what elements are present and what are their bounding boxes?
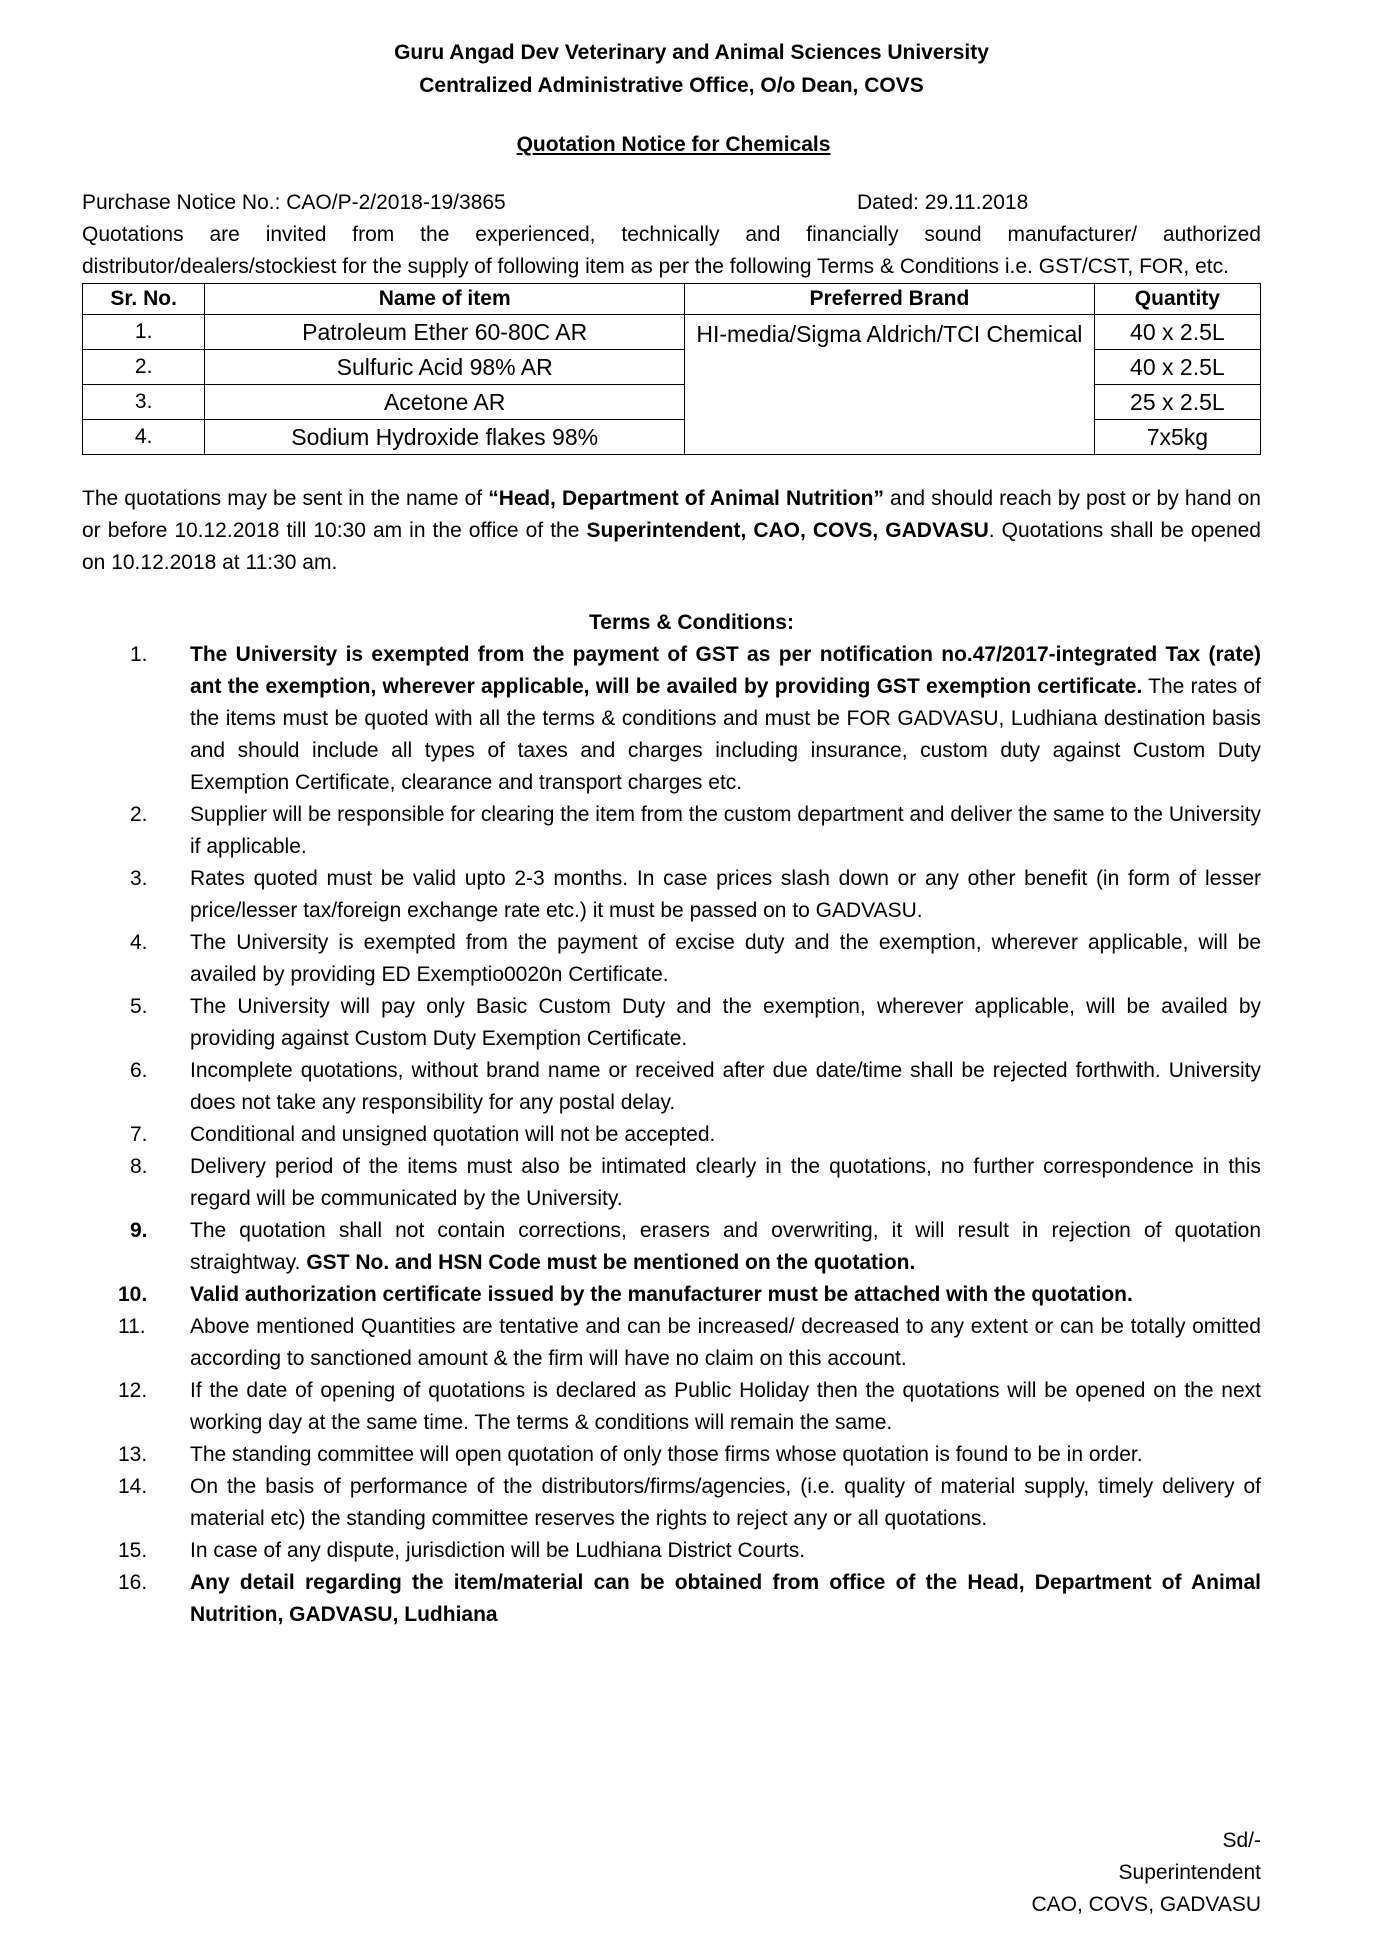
sr-no-cell: 2. — [83, 350, 205, 385]
university-name: Guru Angad Dev Veterinary and Animal Sciences University — [394, 41, 989, 64]
term-item — [82, 991, 1261, 1055]
office-bold: Superintendent, CAO, COVS, GADVASU — [586, 519, 989, 542]
term-number: 6. — [130, 1059, 148, 1082]
column-header: Preferred Brand — [685, 284, 1095, 315]
preferred-brand-cell: HI-media/Sigma Aldrich/TCI Chemical — [685, 315, 1095, 455]
submission-text: The quotations may be sent in the name of — [82, 487, 489, 510]
item-name-cell: Acetone AR — [205, 385, 685, 420]
term-text: The University is exempted from the payment of excise duty and the exemption, wherever applicable, will be availed by providing ED Exemptio0020n Certificate. — [190, 931, 1261, 986]
term-bold-text: GST No. and HSN Code must be mentioned on the quotation. — [306, 1251, 916, 1274]
term-number: 16. — [118, 1571, 148, 1594]
term-number: 5. — [130, 995, 148, 1018]
term-item — [82, 639, 1261, 799]
term-bold-text: The University is exempted from the payment of GST as per notification no.47/2017-integrated Tax (rate) ant the exemption, wherever applicable, will be availed by providing GST exemption certificate. — [190, 643, 1261, 698]
quantity-cell: 7x5kg — [1094, 420, 1260, 455]
term-number: 3. — [130, 867, 148, 890]
term-number: 11. — [118, 1315, 146, 1338]
term-number: 4. — [130, 931, 148, 954]
term-number: 10. — [118, 1283, 148, 1306]
signatory-designation: Superintendent — [1118, 1861, 1261, 1884]
term-text: Supplier will be responsible for clearing the item from the custom department and deliver the same to the University if applicable. — [190, 803, 1261, 858]
term-text: On the basis of performance of the distributors/firms/agencies, (i.e. quality of material supply, timely delivery of material etc) the standing committee reserves the rights to reject any or all quotations. — [190, 1475, 1261, 1530]
term-item — [82, 863, 1261, 927]
term-number: 7. — [130, 1123, 148, 1146]
office-name: Centralized Administrative Office, O/o Dean, COVS — [419, 74, 924, 97]
term-plain-text: The rates of the items must be quoted with all the terms & conditions and must be FOR GADVASU, Ludhiana destination basis and should include all types of taxes and charges including insurance, custom duty against Custom Duty Exemption Certificate, clearance and transport charges etc. — [190, 675, 1261, 794]
term-text: Conditional and unsigned quotation will not be accepted. — [190, 1123, 716, 1146]
term-number: 13. — [118, 1443, 148, 1466]
term-item — [82, 1119, 1261, 1151]
submission-paragraph — [82, 483, 1261, 579]
term-text: Delivery period of the items must also be intimated clearly in the quotations, no further correspondence in this regard will be communicated by the University. — [190, 1155, 1261, 1210]
term-number: 12. — [118, 1379, 148, 1402]
submission-text: . Quotations shall be opened on 10.12.2018 at 11:30 am. — [82, 519, 1261, 574]
intro-paragraph: Quotations are invited from the experienced, technically and financially sound manufacturer/ authorized distributor/dealers/stockiest for the supply of following item as per the following Terms & Conditions i.e. GST/CST, FOR, etc. — [82, 223, 1261, 278]
table-header-row — [83, 284, 1261, 315]
term-item — [82, 1567, 1261, 1631]
term-text: Rates quoted must be valid upto 2-3 months. In case prices slash down or any other benefit (in form of lesser price/lesser tax/foreign exchange rate etc.) it must be passed on to GADVASU. — [190, 867, 1261, 922]
term-number: 2. — [130, 803, 148, 826]
column-header: Sr. No. — [83, 284, 205, 315]
term-text: Above mentioned Quantities are tentative and can be increased/ decreased to any extent or can be totally omitted according to sanctioned amount & the firm will have no claim on this account. — [190, 1315, 1261, 1370]
term-number: 15. — [118, 1539, 148, 1562]
terms-title: Terms & Conditions: — [589, 611, 794, 634]
sr-no-cell: 1. — [83, 315, 205, 350]
term-text: The University will pay only Basic Custom Duty and the exemption, wherever applicable, will be availed by providing against Custom Duty Exemption Certificate. — [190, 995, 1261, 1050]
column-header: Name of item — [205, 284, 685, 315]
term-item — [82, 1279, 1261, 1311]
term-item — [82, 1375, 1261, 1439]
addressee-bold: “Head, Department of Animal Nutrition” — [488, 487, 884, 510]
notice-title: Quotation Notice for Chemicals — [516, 133, 831, 156]
notice-date: Dated: 29.11.2018 — [857, 191, 1029, 214]
quantity-cell: 40 x 2.5L — [1094, 350, 1260, 385]
term-number: 8. — [130, 1155, 148, 1178]
signature-sd: Sd/- — [1222, 1829, 1261, 1852]
term-item — [82, 927, 1261, 991]
signatory-office: CAO, COVS, GADVASU — [1031, 1893, 1261, 1916]
term-text: Incomplete quotations, without brand name or received after due date/time shall be rejected forthwith. University does not take any responsibility for any postal delay. — [190, 1059, 1261, 1114]
term-item — [82, 1535, 1261, 1567]
term-item — [82, 1215, 1261, 1279]
sr-no-cell: 3. — [83, 385, 205, 420]
term-item — [82, 1439, 1261, 1471]
term-item — [82, 1311, 1261, 1375]
term-item — [82, 1151, 1261, 1215]
term-text: Any detail regarding the item/material can be obtained from office of the Head, Department of Animal Nutrition, GADVASU, Ludhiana — [190, 1571, 1261, 1626]
term-number: 1. — [130, 643, 148, 666]
term-number: 9. — [130, 1219, 148, 1242]
column-header: Quantity — [1094, 284, 1260, 315]
submission-text: and should reach by post or by hand on or before 10.12.2018 till 10:30 am in the office of the — [82, 487, 1261, 542]
term-item — [82, 1471, 1261, 1535]
item-name-cell: Patroleum Ether 60-80C AR — [205, 315, 685, 350]
quantity-cell: 40 x 2.5L — [1094, 315, 1260, 350]
purchase-notice-row — [82, 187, 1261, 219]
term-item — [82, 1055, 1261, 1119]
term-text: If the date of opening of quotations is declared as Public Holiday then the quotations will be opened on the next working day at the same time. The terms & conditions will remain the same. — [190, 1379, 1261, 1434]
item-name-cell: Sulfuric Acid 98% AR — [205, 350, 685, 385]
term-plain-text: The quotation shall not contain corrections, erasers and overwriting, it will result in rejection of quotation straightway. — [190, 1219, 1261, 1274]
item-name-cell: Sodium Hydroxide flakes 98% — [205, 420, 685, 455]
table-row — [83, 315, 1261, 350]
term-number: 14. — [118, 1475, 148, 1498]
term-text: The standing committee will open quotation of only those firms whose quotation is found to be in order. — [190, 1443, 1143, 1466]
items-table — [82, 283, 1261, 455]
terms-list — [82, 639, 1261, 1631]
purchase-notice-number: Purchase Notice No.: CAO/P-2/2018-19/3865 — [82, 191, 506, 214]
term-text — [190, 1215, 1261, 1279]
signature-block — [1032, 1825, 1262, 1921]
sr-no-cell: 4. — [83, 420, 205, 455]
term-text: In case of any dispute, jurisdiction will be Ludhiana District Courts. — [190, 1539, 806, 1562]
term-item — [82, 799, 1261, 863]
term-text: Valid authorization certificate issued by the manufacturer must be attached with the quotation. — [190, 1283, 1133, 1306]
document-header — [82, 36, 1261, 102]
quantity-cell: 25 x 2.5L — [1094, 385, 1260, 420]
term-text — [190, 639, 1261, 799]
